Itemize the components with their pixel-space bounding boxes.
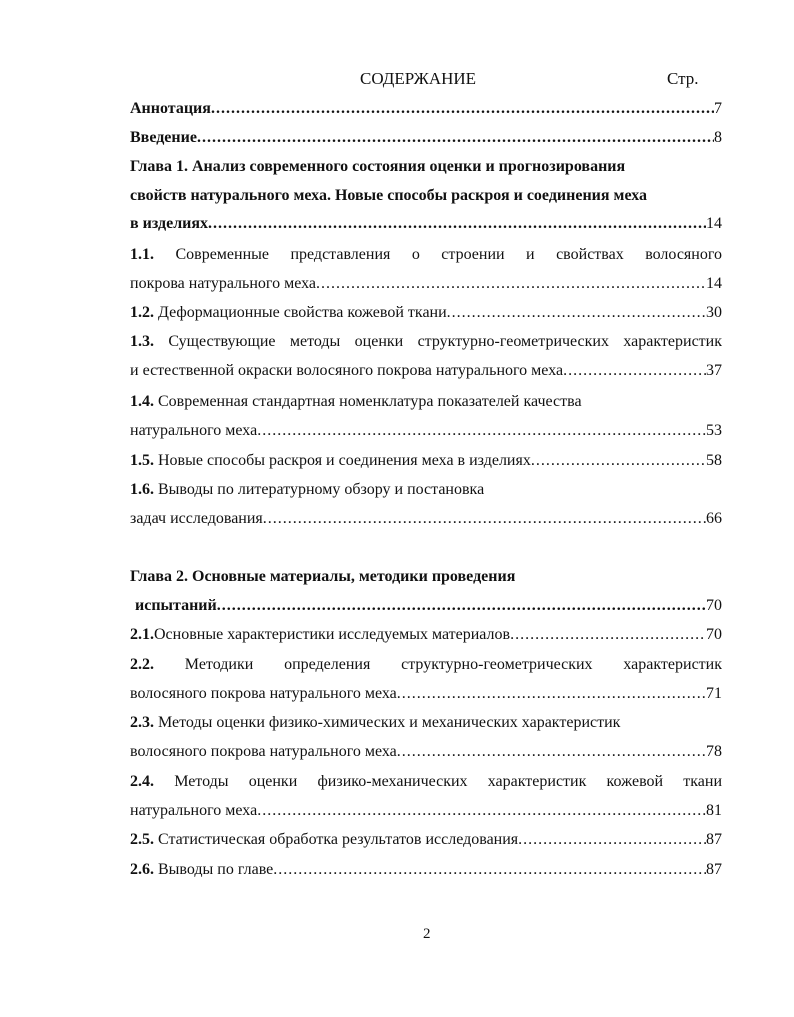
leader-dots <box>217 593 706 619</box>
chapter-2-title-line2[interactable] <box>130 593 722 619</box>
leader-dots <box>257 418 706 444</box>
leader-dots <box>257 798 706 824</box>
toc-entry-label: натурального меха <box>130 802 258 819</box>
chapter-1-title-line3[interactable] <box>130 211 722 237</box>
toc-entry-introduction[interactable] <box>130 125 722 151</box>
section-number: 1.4. <box>130 393 154 410</box>
toc-entry-label: волосяного покрова натурального меха <box>130 743 397 760</box>
toc-entry-2-5[interactable] <box>130 827 722 853</box>
toc-entry-label: Основные характеристики исследуемых материалов <box>154 626 511 643</box>
toc-entry-label: натурального меха <box>130 422 258 439</box>
toc-entry-1-1-line2[interactable] <box>130 271 722 297</box>
toc-entry-label: испытаний <box>135 597 217 614</box>
section-number: 1.1. <box>130 246 154 263</box>
toc-entry-page: 87 <box>706 861 722 878</box>
toc-entry-label: Выводы по литературному обзору и постановка <box>158 481 485 498</box>
toc-entry-page: 37 <box>706 362 722 379</box>
section-number: 2.1. <box>130 626 154 643</box>
section-number: 2.4. <box>130 773 154 790</box>
leader-dots <box>397 739 706 765</box>
toc-entry-1-4-line2[interactable] <box>130 418 722 444</box>
leader-dots <box>531 448 706 474</box>
toc-entry-page: 30 <box>706 304 722 321</box>
toc-entry-label: задач исследования <box>130 510 263 527</box>
page-column-label: Стр. <box>667 69 699 88</box>
toc-entry-label: Методы оценки физико-механических характеристик кожевой ткани <box>174 773 722 790</box>
toc-entry-label: Выводы по главе <box>158 861 274 878</box>
toc-entry-label: покрова натурального меха <box>130 275 316 292</box>
toc-entry-label: Новые способы раскроя и соединения меха в изделиях <box>158 452 531 469</box>
toc-entry-page: 7 <box>714 100 722 117</box>
toc-entry-page: 70 <box>706 626 722 643</box>
toc-entry-label: и естественной окраски волосяного покрова натурального меха <box>130 362 564 379</box>
leader-dots <box>518 827 706 853</box>
section-number: 1.6. <box>130 481 154 498</box>
toc-entry-2-2-line1[interactable] <box>130 652 722 678</box>
toc-entry-1-6-line1[interactable] <box>130 477 722 503</box>
toc-entry-label: Существующие методы оценки структурно-геометрических характеристик <box>168 333 722 350</box>
toc-entry-2-3-line2[interactable] <box>130 739 722 765</box>
toc-entry-page: 70 <box>706 597 722 614</box>
toc-entry-label: Аннотация <box>130 100 211 117</box>
leader-dots <box>273 857 706 883</box>
toc-entry-annotation[interactable] <box>130 96 722 122</box>
toc-entry-2-3-line1[interactable] <box>130 710 722 736</box>
toc-entry-1-4-line1[interactable] <box>130 389 722 415</box>
toc-entry-label: Деформационные свойства кожевой ткани <box>158 304 447 321</box>
toc-entry-label: Методы оценки физико-химических и механических характеристик <box>158 714 621 731</box>
toc-title: СОДЕРЖАНИЕ <box>360 69 477 88</box>
toc-entry-page: 14 <box>706 275 722 292</box>
toc-entry-label: Статистическая обработка результатов исследования <box>158 831 519 848</box>
toc-entry-2-4-line1[interactable] <box>130 769 722 795</box>
section-number: 2.3. <box>130 714 154 731</box>
leader-dots <box>397 681 706 707</box>
toc-entry-1-6-line2[interactable] <box>130 506 722 532</box>
toc-entry-2-4-line2[interactable] <box>130 798 722 824</box>
toc-entry-1-3-line1[interactable] <box>130 329 722 355</box>
leader-dots <box>510 622 706 648</box>
toc-entry-label: Современная стандартная номенклатура показателей качества <box>158 393 582 410</box>
chapter-1-title-line2[interactable]: свойств натурального меха. Новые способы раскроя и соединения меха <box>130 187 648 204</box>
toc-entry-page: 71 <box>706 685 722 702</box>
toc-entry-page: 81 <box>706 802 722 819</box>
toc-entry-1-1-line1[interactable] <box>130 242 722 268</box>
section-number: 1.5. <box>130 452 154 469</box>
toc-entry-2-2-line2[interactable] <box>130 681 722 707</box>
section-number: 2.2. <box>130 656 154 673</box>
chapter-1-title-line1[interactable]: Глава 1. Анализ современного состояния оценки и прогнозирования <box>130 158 626 175</box>
toc-entry-label: Введение <box>130 129 197 146</box>
section-number: 2.6. <box>130 861 154 878</box>
toc-entry-2-6[interactable] <box>130 857 722 883</box>
toc-entry-page: 14 <box>706 215 722 232</box>
leader-dots <box>208 211 706 237</box>
toc-entry-label: волосяного покрова натурального меха <box>130 685 397 702</box>
toc-entry-page: 8 <box>714 129 722 146</box>
leader-dots <box>211 96 714 122</box>
leader-dots <box>197 125 714 151</box>
toc-entry-1-5[interactable] <box>130 448 722 474</box>
toc-entry-1-2[interactable] <box>130 300 722 326</box>
toc-entry-page: 53 <box>706 422 722 439</box>
toc-entry-2-1[interactable] <box>130 622 722 648</box>
leader-dots <box>563 358 706 384</box>
chapter-2-title-line1[interactable]: Глава 2. Основные материалы, методики проведения <box>130 568 516 585</box>
toc-entry-page: 87 <box>706 831 722 848</box>
leader-dots <box>263 506 706 532</box>
toc-entry-1-3-line2[interactable] <box>130 358 722 384</box>
section-number: 1.2. <box>130 304 154 321</box>
leader-dots <box>447 300 706 326</box>
toc-entry-label: Современные представления о строении и свойствах волосяного <box>175 246 722 263</box>
page-number: 2 <box>423 926 431 942</box>
section-number: 1.3. <box>130 333 154 350</box>
section-number: 2.5. <box>130 831 154 848</box>
toc-entry-page: 78 <box>706 743 722 760</box>
leader-dots <box>316 271 706 297</box>
toc-entry-label: Методики определения структурно-геометрических характеристик <box>184 656 722 673</box>
toc-entry-label: в изделиях <box>130 215 209 232</box>
toc-entry-page: 58 <box>706 452 722 469</box>
toc-entry-page: 66 <box>706 510 722 527</box>
